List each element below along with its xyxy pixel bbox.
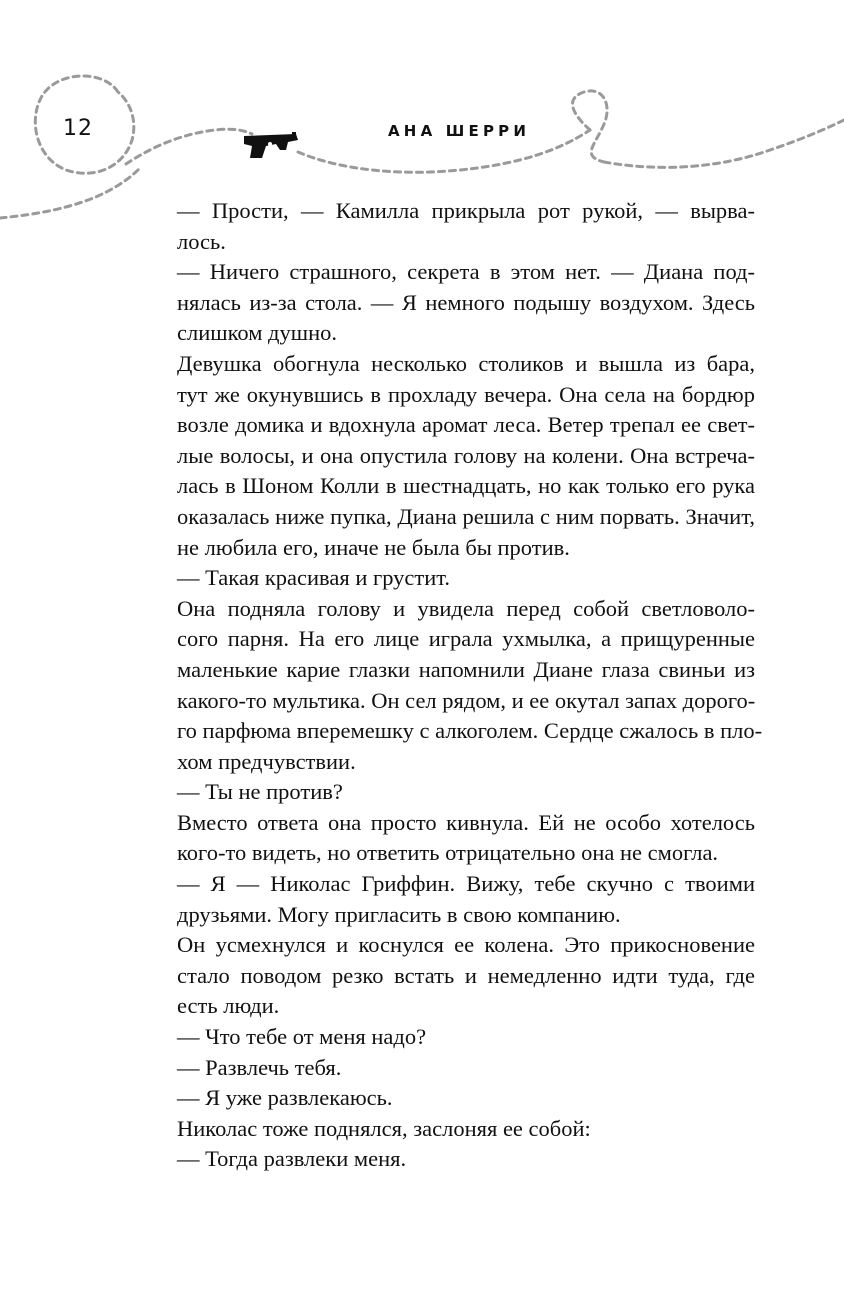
running-head-author: АНА ШЕРРИ <box>388 122 531 140</box>
right-dashed-trail <box>604 120 844 167</box>
text-line: тут же окунувшись в прохладу вечера. Она села на бордюр <box>177 381 755 407</box>
text-line: нялась из-за стола. — Я немного подышу воздухом. Здесь <box>177 289 755 315</box>
text-line: лась в Шоном Колли в шестнадцать, но как только его рука <box>177 473 755 499</box>
text-line: возле домика и вдохнула аромат леса. Ветер трепал ее свет- <box>177 412 755 438</box>
body-text <box>177 196 763 1175</box>
text-line: — Ты не против? <box>177 779 343 805</box>
text-line: — Развлечь тебя. <box>177 1054 342 1080</box>
text-line: — Прости, — Камилла прикрыла рот рукой, — вырва- <box>177 198 755 223</box>
text-line: слишком душно. <box>177 320 337 346</box>
text-line: лось. <box>177 228 226 254</box>
text-line: — Такая красивая и грустит. <box>177 565 451 591</box>
text-line: есть люди. <box>177 993 280 1019</box>
left-dashed-arc <box>126 129 252 164</box>
text-line: Девушка обогнула несколько столиков и вышла из бара, <box>177 350 755 376</box>
text-line: — Ничего страшного, секрета в этом нет. — Диана под- <box>177 259 755 285</box>
text-line: — Я — Николас Гриффин. Вижу, тебе скучно с твоими <box>177 871 755 897</box>
page-number: 12 <box>63 116 93 141</box>
text-line: хом предчувствии. <box>177 748 356 774</box>
text-line: Николас тоже поднялся, заслоняя ее собой: <box>177 1115 591 1141</box>
text-line: кого-то видеть, но ответить отрицательно она не смогла. <box>177 840 719 866</box>
left-dashed-trail <box>0 168 140 218</box>
text-line: — Что тебе от меня надо? <box>177 1024 427 1050</box>
text-line: Она подняла голову и увидела перед собой светловоло- <box>177 595 755 621</box>
text-line: — Я уже развлекаюсь. <box>177 1085 393 1111</box>
text-line: друзьями. Могу пригласить в свою компанию. <box>177 901 621 927</box>
text-line: лые волосы, и она опустила голову на колени. Она встреча- <box>177 442 755 468</box>
text-line: какого-то мультика. Он сел рядом, и ее окутал запах дорого- <box>177 687 756 713</box>
text-line: стало поводом резко встать и немедленно идти туда, где <box>177 962 755 988</box>
text-line: Он усмехнулся и коснулся ее колена. Это прикосновение <box>177 932 755 958</box>
text-line: — Тогда развлеки меня. <box>177 1146 407 1172</box>
text-line: го парфюма вперемешку с алкоголем. Сердце сжалось в пло- <box>177 718 763 744</box>
text-line: маленькие карие глазки напомнили Диане глаза свиньи из <box>177 656 755 682</box>
text-line: Вместо ответа она просто кивнула. Ей не особо хотелось <box>177 809 755 835</box>
text-line: оказалась ниже пупка, Диана решила с ним порвать. Значит, <box>177 503 755 529</box>
text-line: не любила его, иначе не была бы против. <box>177 534 570 560</box>
right-dashed-loop <box>573 91 608 162</box>
text-line: сого парня. На его лице играла ухмылка, а прищуренные <box>177 626 755 652</box>
pistol-icon <box>244 132 298 158</box>
